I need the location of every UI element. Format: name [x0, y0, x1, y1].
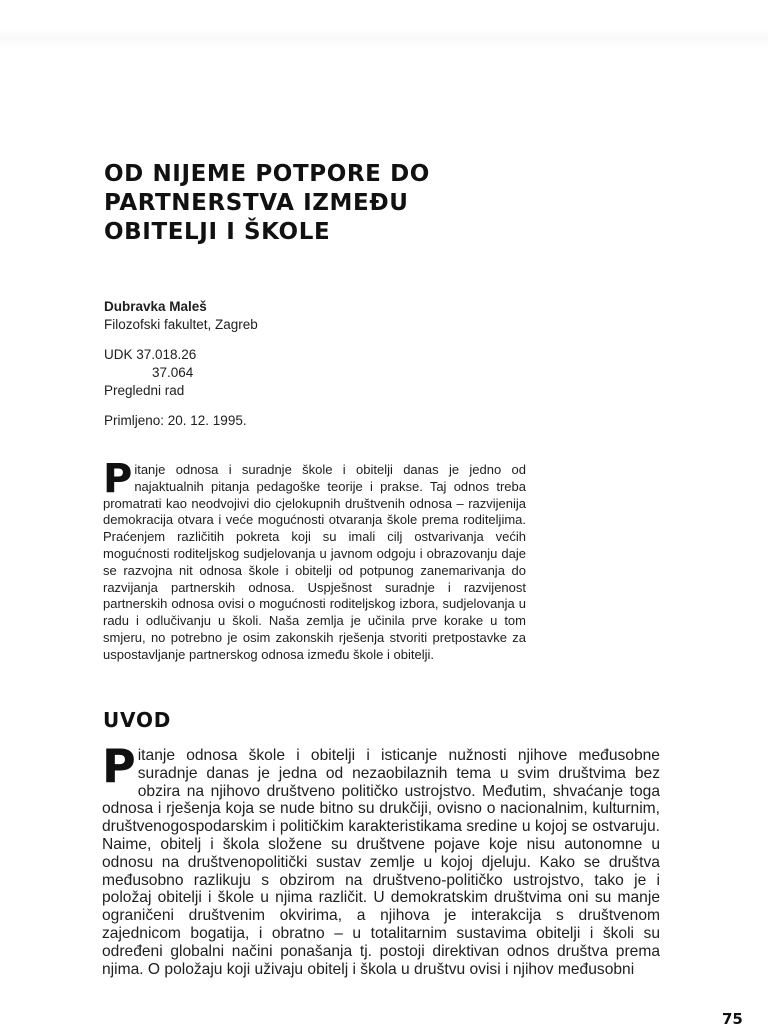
- author-affiliation: Filozofski fakultet, Zagreb: [104, 317, 258, 332]
- title-line-1: OD NIJEME POTPORE DO: [104, 161, 430, 187]
- abstract-dropcap: P: [103, 456, 133, 502]
- received-date: Primljeno: 20. 12. 1995.: [104, 413, 247, 428]
- section-body: [102, 739, 660, 978]
- abstract: [103, 456, 526, 664]
- udk-code-2: 37.064: [152, 365, 194, 380]
- paper-type: Pregledni rad: [104, 383, 185, 398]
- udk-code-1: UDK 37.018.26: [104, 347, 197, 362]
- author-block: [104, 298, 524, 334]
- title-line-3: OBITELJI I ŠKOLE: [104, 219, 331, 245]
- title-line-2: PARTNERSTVA IZMEĐU: [104, 190, 409, 216]
- received-block: [104, 412, 524, 430]
- section-heading: UVOD: [103, 708, 172, 732]
- classification-block: [104, 346, 524, 400]
- article-title: [104, 160, 524, 247]
- body-dropcap: P: [102, 739, 136, 793]
- author-name: Dubravka Maleš: [104, 299, 207, 314]
- body-text: itanje odnosa škole i obitelji i isticanje nužnosti njihove međusobne suradnje danas je jedna od nezaobilaznih tema u svim društvima bez obzira na njihovo društveno političko ustrojstvo. Međutim, shvaćanje toga odnosa i rješenja koja se nude bitno su drukčiji, ovisno o nacionalnim, kulturnim, društvenogospodarskim i političkim karakteristikama sredine u kojoj se ostvaruju. Naime, obitelj i škola složene su društvene pojave koje nisu autonomne u odnosu na društvenopolitički sustav zemlje u kojoj djeluju. Kako se društva međusobno razlikuju s obzirom na društveno-političko ustrojstvo, tako je i položaj obitelji i škole u njima različit. U demokratskim društvima oni su manje ograničeni društvenim okvirima, a njihova je interakcija s društvenom zajednicom bogatija, i obratno – u totalitarnim sustavima obitelji i školi su određeni globalni načini ponašanja tj. postoji direktivan odnos društva prema njima. O položaju koji uživaju obitelj i škola u društvu ovisi i njihov međusobni: [102, 747, 660, 978]
- scan-shadow: [0, 28, 768, 50]
- page-number: 75: [722, 1010, 743, 1028]
- abstract-text: itanje odnosa i suradnje škole i obitelji danas je jedno od najaktualnih pitanja pedagoške teorije i prakse. Taj odnos treba promatrati kao neodvojivi dio cjelokupnih društvenih odnosa – razvijenija demokracija otvara i veće mogućnosti otvaranja škole prema roditeljima. Praćenjem različitih pokreta koji su imali cilj ostvarivanja većih mogućnosti roditeljskog sudjelovanja u javnom odgoju i obrazovanju daje se razvojna nit odnosa škole i obitelji od potpunog zanemarivanja do razvijanja partnerskih odnosa. Uspješnost suradnje i razvijenost partnerskih odnosa ovisi o mogućnosti roditeljskog izbora, sudjelovanja u radu i odlučivanju u školi. Naša zemlja je učinila prve korake u tom smjeru, no potrebno je osim zakonskih rješenja stvoriti pretpostavke za uspostavljanje partnerskog odnosa između škole i obitelji.: [103, 462, 526, 662]
